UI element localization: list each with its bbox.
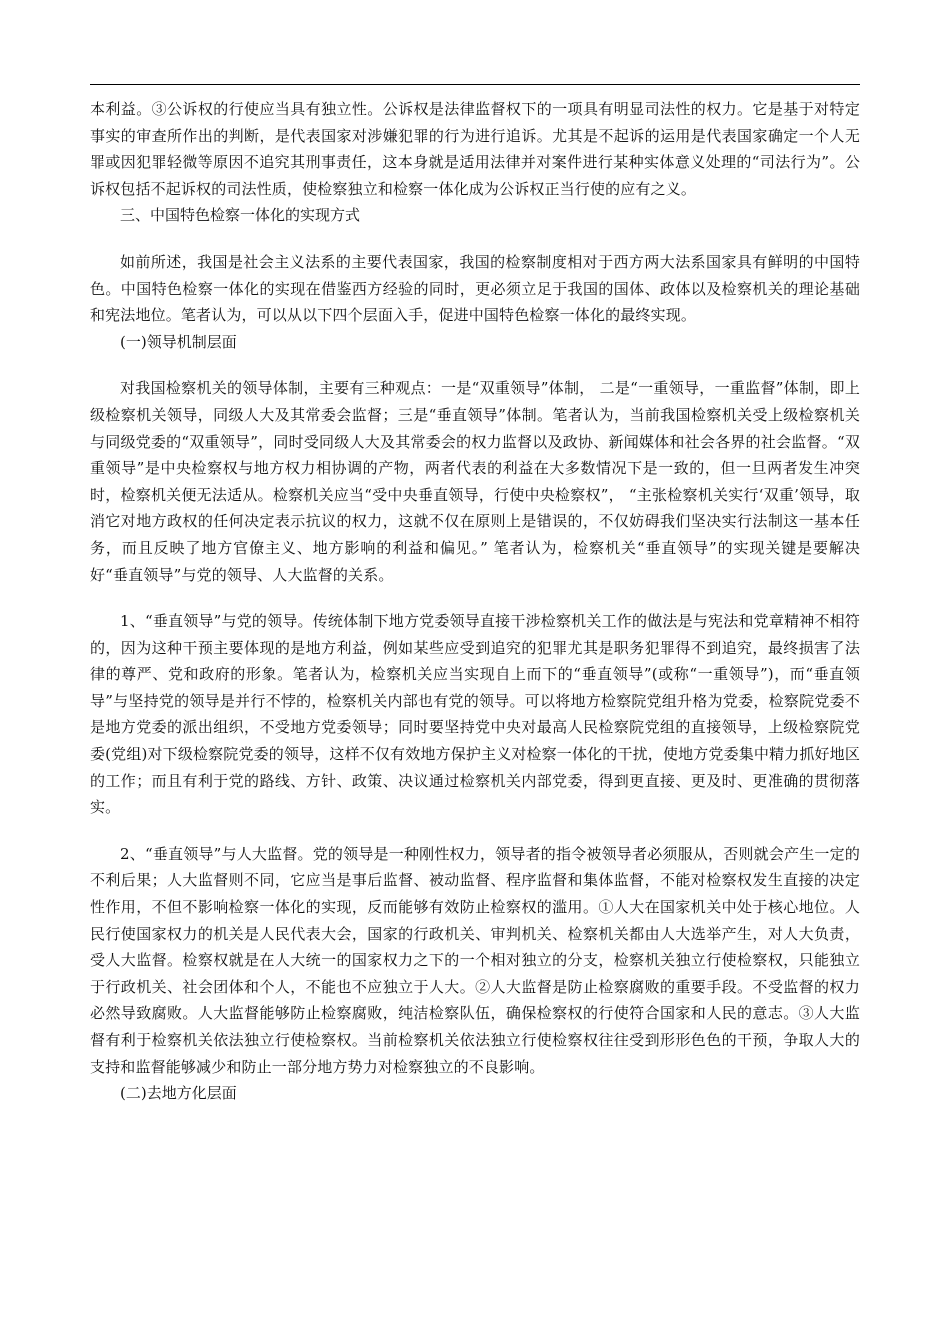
document-body <box>90 96 860 1107</box>
paragraph-npc-supervision: 2、“垂直领导”与人大监督。党的领导是一种刚性权力，领导者的指令被领导者必须服从，否则就会产生一定的不利后果；人大监督则不同，它应当是事后监督、被动监督、程序监督和集体监督，不能对检察权发生直接的决定性作用，不但不影响检察一体化的实现，反而能够有效防止检察权的滥用。①人大在国家机关中处于核心地位。人民行使国家权力的机关是人民代表大会，国家的行政机关、审判机关、检察机关都由人大选举产生，对人大负责，受人大监督。检察权就是在人大统一的国家权力之下的一个相对独立的分支，检察机关独立行使检察权，只能独立于行政机关、社会团体和个人，不能也不应独立于人大。②人大监督是防止检察腐败的重要手段。不受监督的权力必然导致腐败。人大监督能够防止检察腐败，纯洁检察队伍，确保检察权的行使符合国家和人民的意志。③人大监督有利于检察机关依法独立行使检察权。当前检察机关依法独立行使检察权往往受到形形色色的干预，争取人大的支持和监督能够减少和防止一部分地方势力对检察独立的不良影响。 <box>90 844 860 1076</box>
paragraph-leadership-system: 对我国检察机关的领导体制，主要有三种观点：一是“双重领导”体制， 二是“一重领导，一重监督”体制，即上级检察机关领导，同级人大及其常委会监督；三是“垂直领导”体制。笔者认为，当前我国检察机关受上级检察机关与同级党委的“双重领导”，同时受同级人大及其常委会的权力监督以及政协、新闻媒体和社会各界的社会监督。“双重领导”是中央检察权与地方权力相协调的产物，两者代表的利益在大多数情况下是一致的，但一旦两者发生冲突时，检察机关便无法适从。检察机关应当“受中央垂直领导，行使中央检察权”， “主张检察机关实行‘双重’领导，取消它对地方政权的任何决定表示抗议的权力，这就不仅在原则上是错误的，不仅妨碍我们坚决实行法制这一基本任务，而且反映了地方官僚主义、地方影响的利益和偏见。” 笔者认为，检察机关“垂直领导”的实现关键是要解决好“垂直领导”与党的领导、人大监督的关系。 <box>90 379 860 584</box>
paragraph-intro: 如前所述，我国是社会主义法系的主要代表国家，我国的检察制度相对于西方两大法系国家具有鲜明的中国特色。中国特色检察一体化的实现在借鉴西方经验的同时，更必须立足于我国的国体、政体以及检察机关的理论基础和宪法地位。笔者认为，可以从以下四个层面入手，促进中国特色检察一体化的最终实现。 <box>90 252 860 325</box>
section-heading-3: 三、中国特色检察一体化的实现方式 <box>120 206 361 225</box>
header-rule <box>90 84 860 85</box>
paragraph-party-leadership: 1、“垂直领导”与党的领导。传统体制下地方党委领导直接干涉检察机关工作的做法是与宪法和党章精神不相符的，因为这种干预主要体现的是地方利益，例如某些应受到追究的犯罪尤其是职务犯罪得不到追究，最终损害了法律的尊严、党和政府的形象。笔者认为，检察机关应当实现自上而下的“垂直领导”(或称“一重领导”)，而“垂直领导”与坚持党的领导是并行不悖的，检察机关内部也有党的领导。可以将地方检察院党组升格为党委，检察院党委不是地方党委的派出组织，不受地方党委领导；同时要坚持党中央对最高人民检察院党组的直接领导，上级检察院党委(党组)对下级检察院党委的领导，这样不仅有效地方保护主义对检察一体化的干扰，使地方党委集中精力抓好地区的工作；而且有利于党的路线、方针、政策、决议通过检察机关内部党委，得到更直接、更及时、更准确的贯彻落实。 <box>90 612 860 817</box>
subsection-heading-delocalization: (二)去地方化层面 <box>120 1084 237 1103</box>
paragraph-public-prosecution: 本利益。③公诉权的行使应当具有独立性。公诉权是法律监督权下的一项具有明显司法性的权力。它是基于对特定事实的审查所作出的判断，是代表国家对涉嫌犯罪的行为进行追诉。尤其是不起诉的运用是代表国家确定一个人无罪或因犯罪轻微等原因不追究其刑事责任，这本身就是适用法律并对案件进行某种实体意义处理的“司法行为”。公诉权包括不起诉权的司法性质，使检察独立和检察一体化成为公诉权正当行使的应有之义。 <box>90 100 860 198</box>
subsection-heading-leadership: (一)领导机制层面 <box>120 332 237 351</box>
